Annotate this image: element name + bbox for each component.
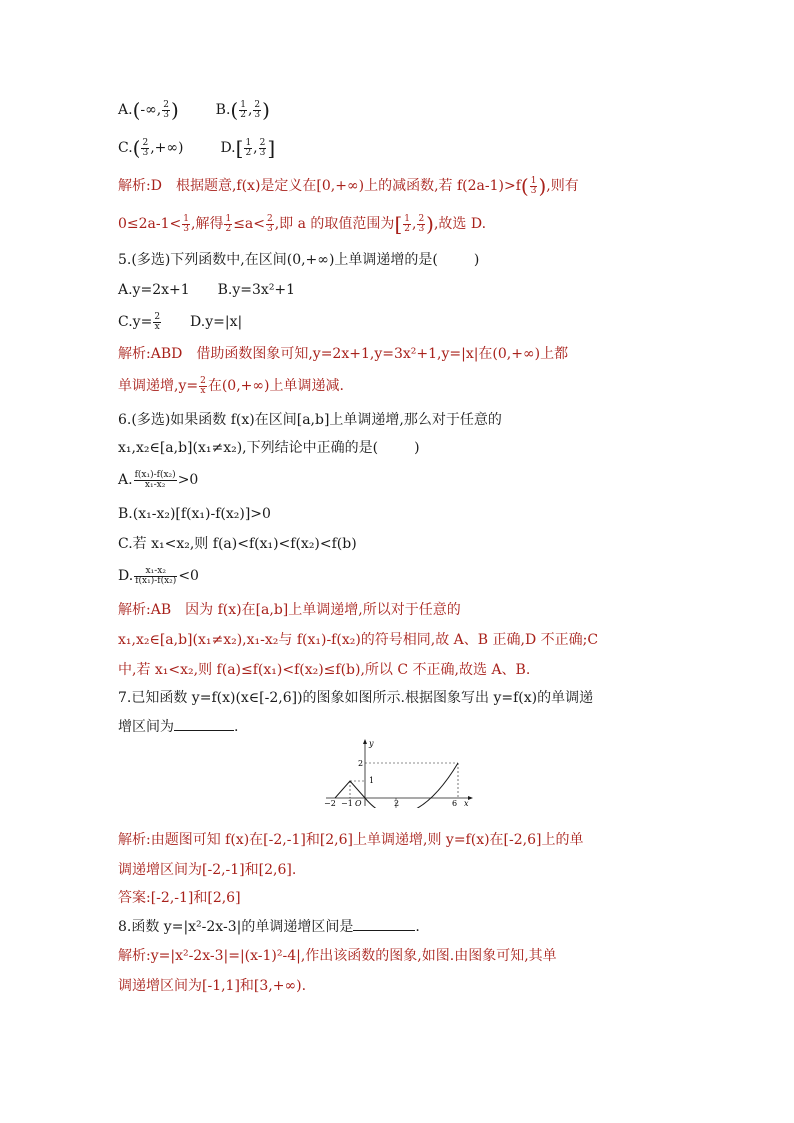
q5-options-ab	[118, 280, 295, 300]
q6-solution-line1: 解析:AB 因为 f(x)在[a,b]上单调递增,所以对于任意的	[118, 602, 461, 618]
q4-solution-line2: 0≤2a-1< $\frac{1}{3}$ ,解得 $\frac{1}{2}$ ≤a< $\frac{2}{3}$ ,即 a 的取值范围为[ $\frac{1}{2}$ , $\frac{2}{3}$ ),故选 D.	[118, 212, 487, 236]
tick-xm2: −2	[324, 799, 336, 808]
tick-x2: 2	[394, 799, 400, 808]
q7-solution-line1: 解析:由题图可知 f(x)在[-2,-1]和[2,6]上单调递增,则 y=f(x)在[-2,6]上的单	[118, 832, 584, 848]
q8-solution-line2: 调递增区间为[-1,1]和[3,+∞).	[118, 978, 307, 994]
q6-option-d[interactable]: D. $\frac{\text{x₁-x₂}}{\text{f(x₁)-f(x₂)}}$ <0	[118, 565, 199, 586]
q5-option-b[interactable]: B.y=3x²+1	[217, 282, 296, 298]
answer-blank[interactable]	[353, 916, 415, 931]
origin-label: O	[355, 799, 362, 808]
q6-solution-line3: 中,若 x₁<x₂,则 f(a)≤f(x₁)<f(x₂)≤f(b),所以 C 不正确,故选 A、B.	[118, 662, 531, 678]
q5-solution-line2: 单调递增,y= $\frac{2}{x}$ 在(0,+∞)上单调递减.	[118, 375, 344, 396]
q5-option-c[interactable]: C.y= $\frac{2}{x}$	[118, 311, 161, 332]
q6-option-c[interactable]: C.若 x₁<x₂,则 f(a)<f(x₁)<f(x₂)<f(b)	[118, 536, 357, 552]
solution-label: 解析:AB	[118, 602, 172, 618]
solution-label: 解析	[118, 832, 146, 848]
solution-label: 解析:ABD	[118, 346, 183, 362]
q6-stem-line1: 6.(多选)如果函数 f(x)在区间[a,b]上单调递增,那么对于任意的	[118, 412, 502, 428]
q5-options-cd	[118, 312, 242, 332]
y-axis-arrow	[363, 739, 367, 744]
q7-answer: 答案:[-2,-1]和[2,6]	[118, 890, 241, 906]
q5-stem: 5.(多选)下列函数中,在区间(0,+∞)上单调递增的是( )	[118, 252, 480, 268]
q4-options-cd	[118, 138, 275, 158]
tick-y1: 1	[369, 776, 375, 785]
q6-solution-line2: x₁,x₂∈[a,b](x₁≠x₂),x₁-x₂与 f(x₁)-f(x₂)的符号相同,故 A、B 正确,D 不正确;C	[118, 632, 599, 648]
x-axis-label: x	[464, 799, 469, 808]
q4-options-ab	[118, 100, 270, 120]
tick-xm1: −1	[341, 799, 353, 808]
tick-y2: 2	[358, 759, 364, 768]
function-graph	[318, 738, 478, 808]
answer-blank[interactable]	[174, 716, 234, 731]
q4-option-c[interactable]: C.( $\frac{2}{3}$ ,+∞)	[118, 136, 184, 160]
q8-solution-line1: 解析:y=|x²-2x-3|=|(x-1)²-4|,作出该函数的图象,如图.由图象可知,其单	[118, 948, 557, 964]
q4-option-b[interactable]: B.( $\frac{1}{2}$ , $\frac{2}{3}$ )	[215, 98, 270, 122]
q8-stem: 8.函数 y=|x²-2x-3|的单调递增区间是 .	[118, 916, 420, 937]
answer-label: 答案	[118, 890, 146, 906]
q5-option-a[interactable]: A.y=2x+1	[118, 282, 190, 298]
solution-label: 解析	[118, 948, 146, 964]
x-axis-arrow	[468, 796, 473, 800]
q7-solution-line2: 调递增区间为[-2,-1]和[2,6].	[118, 862, 297, 878]
y-axis-label: y	[369, 739, 374, 748]
q7-stem-line1: 7.已知函数 y=f(x)(x∈[-2,6])的图象如图所示.根据图象写出 y=f(x)的单调递	[118, 690, 594, 706]
q6-option-a[interactable]: A. $\frac{\text{f(x₁)-f(x₂)}}{\text{x₁-x₂}}$ >0	[118, 469, 199, 490]
q6-stem-line2: x₁,x₂∈[a,b](x₁≠x₂),下列结论中正确的是( )	[118, 440, 420, 456]
q7-stem-line2: 增区间为 .	[118, 716, 238, 737]
q4-solution-line1: 解析:D 根据题意,f(x)是定义在[0,+∞)上的减函数,若 f(2a-1)>f( $\frac{1}{3}$ ),则有	[118, 174, 579, 198]
q5-option-d[interactable]: D.y=|x|	[190, 314, 243, 330]
solution-label: 解析:D	[118, 178, 162, 194]
q5-solution-line1: 解析:ABD 借助函数图象可知,y=2x+1,y=3x²+1,y=|x|在(0,+∞)上都	[118, 346, 569, 362]
q4-option-a[interactable]: A.(-∞, $\frac{2}{3}$ )	[118, 98, 179, 122]
q6-option-b[interactable]: B.(x₁-x₂)[f(x₁)-f(x₂)]>0	[118, 506, 271, 522]
tick-x6: 6	[452, 799, 458, 808]
q4-option-d[interactable]: D.[ $\frac{1}{2}$ , $\frac{2}{3}$ ]	[220, 136, 276, 160]
